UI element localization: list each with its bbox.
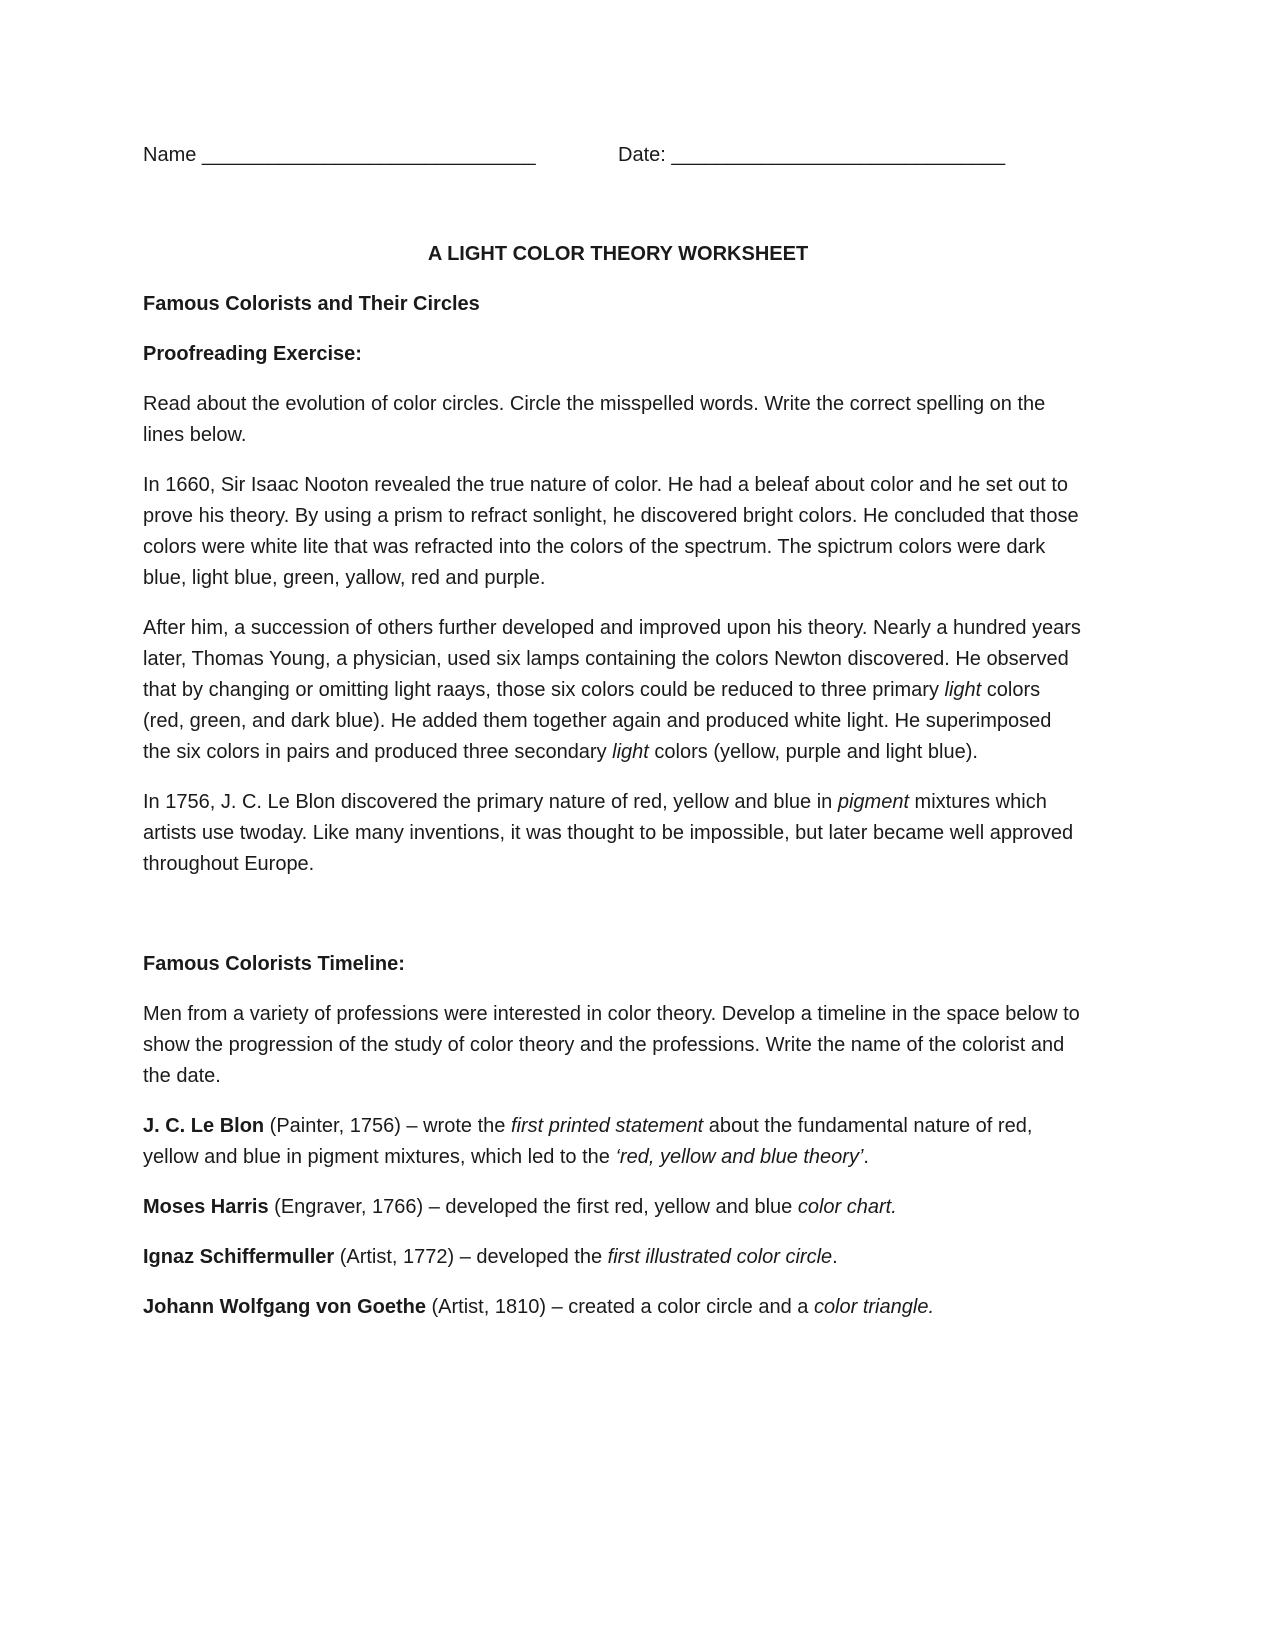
para2-text-1: After him, a succession of others further developed and improved upon his theory. Nearly a hundred years later, Thomas Young, a physician, used six lamps containing the colors Newton discovered. He observed that by changing or omitting light raays, those six colors could be reduced to three primary bbox=[143, 617, 1081, 701]
section-subheading-proofreading: Proofreading Exercise: bbox=[143, 343, 362, 365]
entry-text: . bbox=[863, 1146, 869, 1168]
date-blank: ______________________________ bbox=[671, 144, 1006, 166]
section-heading-circles: Famous Colorists and Their Circles bbox=[143, 293, 480, 315]
paragraph-le-blon bbox=[143, 787, 1083, 880]
worksheet-title: A LIGHT COLOR THEORY WORKSHEET bbox=[427, 243, 809, 265]
proofreading-instructions: Read about the evolution of color circles. Circle the misspelled words. Write the correct spelling on the lines below. bbox=[143, 393, 1046, 446]
entry-text: (Painter, 1756) – wrote the bbox=[264, 1115, 511, 1137]
entry-text: (Artist, 1810) – created a color circle and a bbox=[425, 1296, 814, 1318]
colorist-name: Moses Harris bbox=[143, 1196, 269, 1218]
date-label: Date: bbox=[618, 144, 666, 166]
para2-emphasis-1: light bbox=[944, 679, 982, 701]
entry-emphasis: ‘red, yellow and blue theory’ bbox=[615, 1146, 864, 1168]
colorist-name: J. C. Le Blon bbox=[143, 1115, 265, 1137]
para3-text-1: In 1756, J. C. Le Blon discovered the primary nature of red, yellow and blue in bbox=[143, 791, 838, 813]
colorist-name: Johann Wolfgang von Goethe bbox=[143, 1296, 426, 1318]
para2-emphasis-2: light bbox=[612, 741, 649, 763]
para3-text-2: mixtures which artists use twoday. Like many inventions, it was thought to be impossible, but later became well approved throughout Europe. bbox=[143, 791, 1074, 875]
paragraph-newton: In 1660, Sir Isaac Nooton revealed the true nature of color. He had a beleaf about color and he set out to prove his theory. By using a prism to refract sonlight, he discovered bright colors. He concluded that those colors were white lite that was refracted into the colors of the spectrum. The spictrum colors were dark blue, light blue, green, yallow, red and purple. bbox=[143, 474, 1079, 589]
paragraph-young bbox=[143, 613, 1083, 768]
para3-emphasis-1: pigment bbox=[837, 791, 909, 813]
entry-emphasis: color chart. bbox=[797, 1196, 897, 1218]
entry-text: . bbox=[832, 1246, 838, 1268]
entry-text: about the fundamental nature of red, yellow and blue in pigment mixtures, which led to the bbox=[143, 1115, 1033, 1168]
timeline-entry-goethe bbox=[143, 1292, 1083, 1323]
name-field bbox=[143, 140, 536, 171]
header-fields bbox=[143, 140, 1083, 171]
colorist-name: Ignaz Schiffermuller bbox=[143, 1246, 335, 1268]
para2-text-2: colors (red, green, and dark blue). He added them together again and produced white light. He superimposed the six colors in pairs and produced three secondary bbox=[143, 679, 1052, 763]
name-label: Name bbox=[143, 144, 197, 166]
timeline-instructions: Men from a variety of professions were interested in color theory. Develop a timeline in the space below to show the progression of the study of color theory and the professions. Write the name of the colorist and the date. bbox=[143, 1003, 1080, 1087]
name-blank: ______________________________ bbox=[201, 144, 536, 166]
entry-emphasis: color triangle. bbox=[813, 1296, 934, 1318]
entry-text: (Artist, 1772) – developed the bbox=[334, 1246, 608, 1268]
timeline-entry-le-blon bbox=[143, 1111, 1083, 1173]
worksheet-content bbox=[143, 140, 1083, 1323]
timeline-entry-schiffermuller bbox=[143, 1242, 1083, 1273]
entry-text: (Engraver, 1766) – developed the first red, yellow and blue bbox=[268, 1196, 798, 1218]
entry-emphasis: first printed statement bbox=[510, 1115, 704, 1137]
date-field bbox=[618, 140, 1005, 171]
entry-emphasis: first illustrated color circle bbox=[607, 1246, 833, 1268]
timeline-entry-harris bbox=[143, 1192, 1083, 1223]
section-heading-timeline: Famous Colorists Timeline: bbox=[143, 953, 405, 975]
para2-text-3: colors (yellow, purple and light blue). bbox=[648, 741, 978, 763]
